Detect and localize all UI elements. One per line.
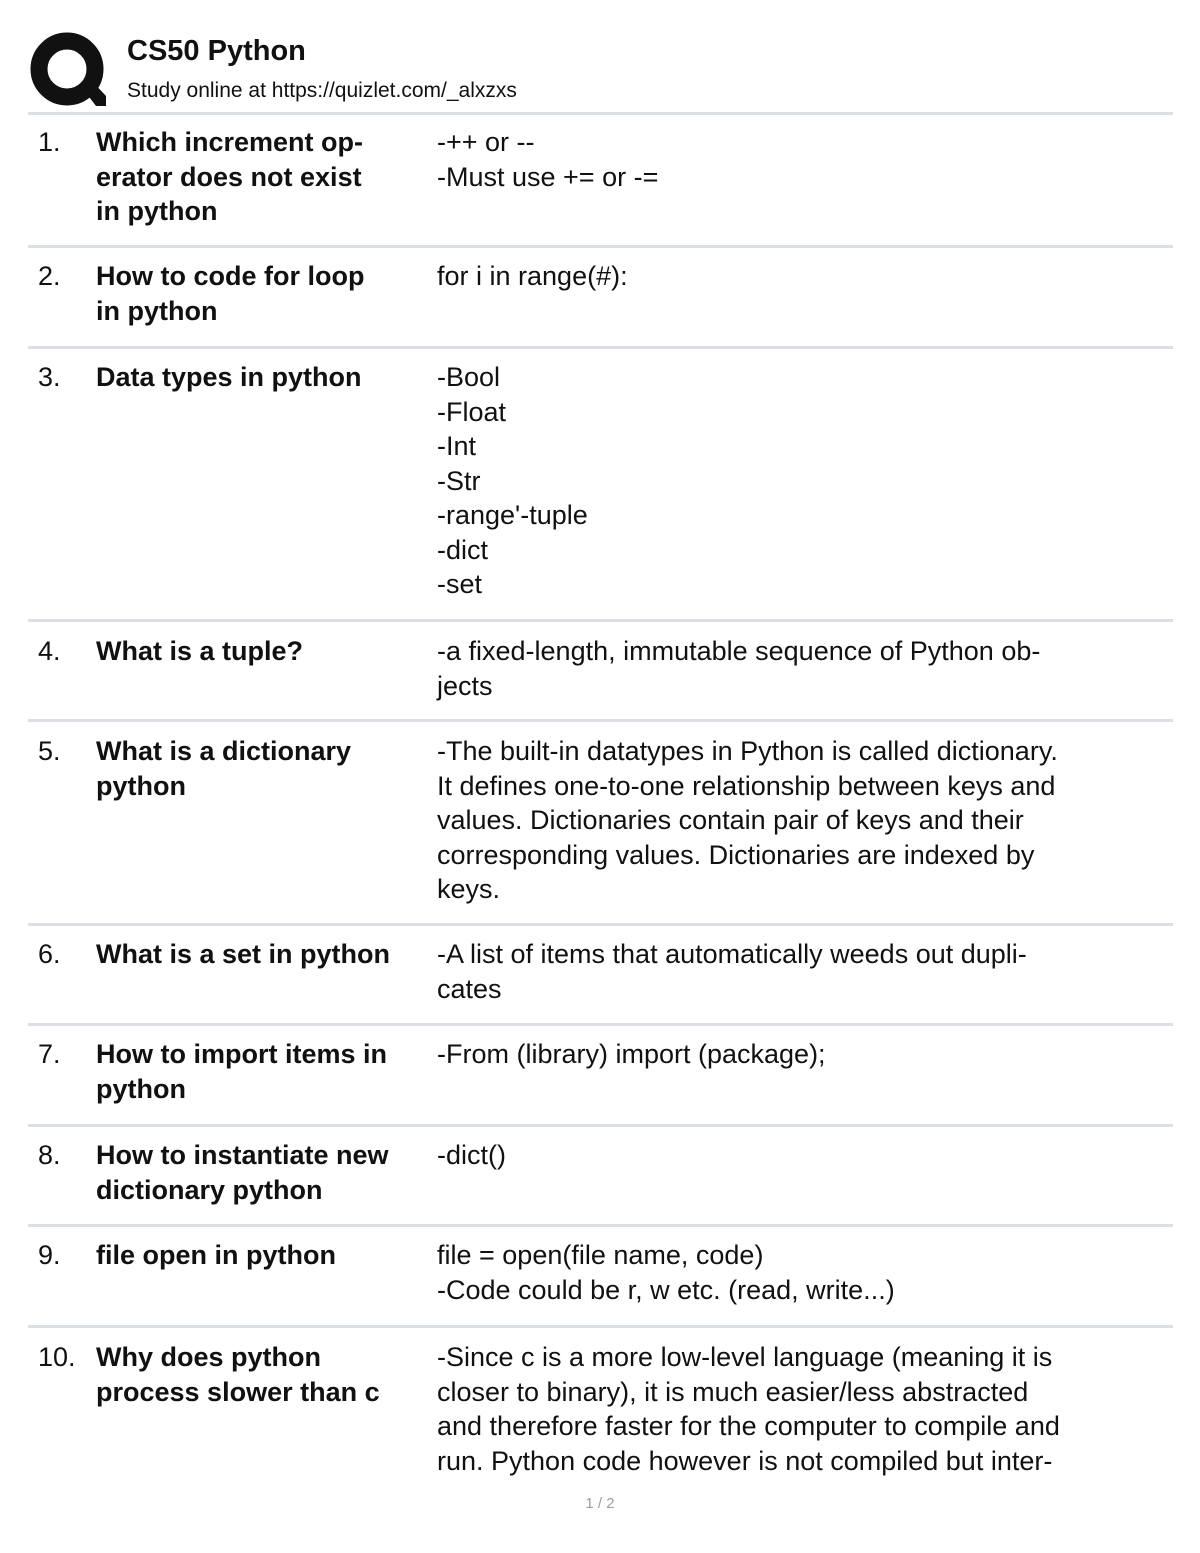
term-line: What is a dictionary [96,736,352,766]
divider [28,1224,1173,1227]
term-line: erator does not exist [96,161,362,192]
definition-line: for i in range(#): [437,261,628,291]
page-header [30,28,1172,110]
divider [28,619,1173,622]
term-line: Which increment op- [96,127,364,157]
card-definition [437,1138,1162,1173]
card-number: 9. [38,1240,61,1270]
card-term [96,734,441,803]
divider [28,1325,1173,1328]
definition-line: It defines one-to-one relationship between keys and [437,770,1056,801]
term-line: Data types in python [96,362,362,392]
card-term [96,360,441,395]
card-term [96,937,441,972]
divider [28,245,1173,248]
term-line: dictionary python [96,1174,323,1205]
card-number: 2. [38,261,61,291]
card-definition [437,634,1162,703]
definition-line: values. Dictionaries contain pair of keys and their [437,805,1024,835]
divider [28,112,1173,115]
card-number: 1. [38,127,61,157]
definition-line: closer to binary), it is much easier/less abstracted [437,1376,1029,1407]
definition-line: and therefore faster for the computer to compile and [437,1411,1060,1441]
page-title: CS50 Python [127,35,306,67]
divider [28,346,1173,349]
term-line: process slower than c [96,1376,380,1407]
card-number: 10. [38,1342,76,1372]
divider [28,719,1173,722]
term-line: What is a tuple? [96,636,304,666]
definition-line: -Code could be r, w etc. (read, write...) [437,1274,895,1305]
page-number: 1 / 2 [585,1495,615,1512]
definition-line: -From (library) import (package); [437,1039,826,1069]
definition-line: run. Python code however is not compiled but inter- [437,1445,1053,1476]
card-number: 3. [38,362,61,392]
definition-line: -dict [437,534,489,565]
card-definition [437,1037,1162,1072]
definition-line: -Int [437,431,477,461]
divider [28,1023,1173,1026]
card-definition [437,734,1162,907]
card-term [96,634,441,669]
definition-line: -a fixed-length, immutable sequence of Python ob- [437,636,1041,666]
term-line: file open in python [96,1240,336,1270]
term-line: in python [96,295,218,326]
term-line: python [96,770,186,801]
card-term [96,125,441,229]
card-definition [437,360,1162,602]
card-term [96,1238,441,1273]
card-definition [437,259,1162,294]
definition-line: -Bool [437,362,501,392]
definition-line: -Must use += or -= [437,161,659,192]
card-definition [437,1340,1162,1478]
divider [28,1124,1173,1127]
quizlet-logo-icon [30,32,106,108]
definition-line: -set [437,569,483,599]
definition-line: -dict() [437,1140,506,1170]
card-term [96,1138,441,1207]
definition-line: -++ or -- [437,127,535,157]
card-number: 6. [38,939,61,969]
definition-line: -range'-tuple [437,500,588,530]
definition-line: corresponding values. Dictionaries are indexed by [437,839,1035,870]
definition-line: jects [437,670,493,701]
card-term [96,259,441,328]
card-definition [437,1238,1162,1307]
divider [28,923,1173,926]
card-definition [437,937,1162,1006]
card-number: 7. [38,1039,61,1069]
term-line: How to code for loop [96,261,365,291]
study-online-link[interactable]: Study online at https://quizlet.com/_alxzxs [127,79,517,102]
definition-line: -The built-in datatypes in Python is called dictionary. [437,736,1058,766]
term-line: What is a set in python [96,939,391,969]
term-line: How to instantiate new [96,1140,389,1170]
term-line: Why does python [96,1342,321,1372]
definition-line: keys. [437,874,501,904]
definition-line: file = open(file name, code) [437,1240,764,1270]
term-line: How to import items in [96,1039,388,1069]
card-number: 5. [38,736,61,766]
definition-line: -A list of items that automatically weeds out dupli- [437,939,1027,969]
definition-line: -Float [437,396,507,427]
card-definition [437,125,1162,194]
definition-line: -Since c is a more low-level language (meaning it is [437,1342,1053,1372]
card-term [96,1037,441,1106]
definition-line: -Str [437,465,481,496]
definition-line: cates [437,973,502,1004]
card-number: 4. [38,636,61,666]
card-term [96,1340,441,1409]
term-line: in python [96,196,218,226]
card-number: 8. [38,1140,61,1170]
term-line: python [96,1073,186,1104]
